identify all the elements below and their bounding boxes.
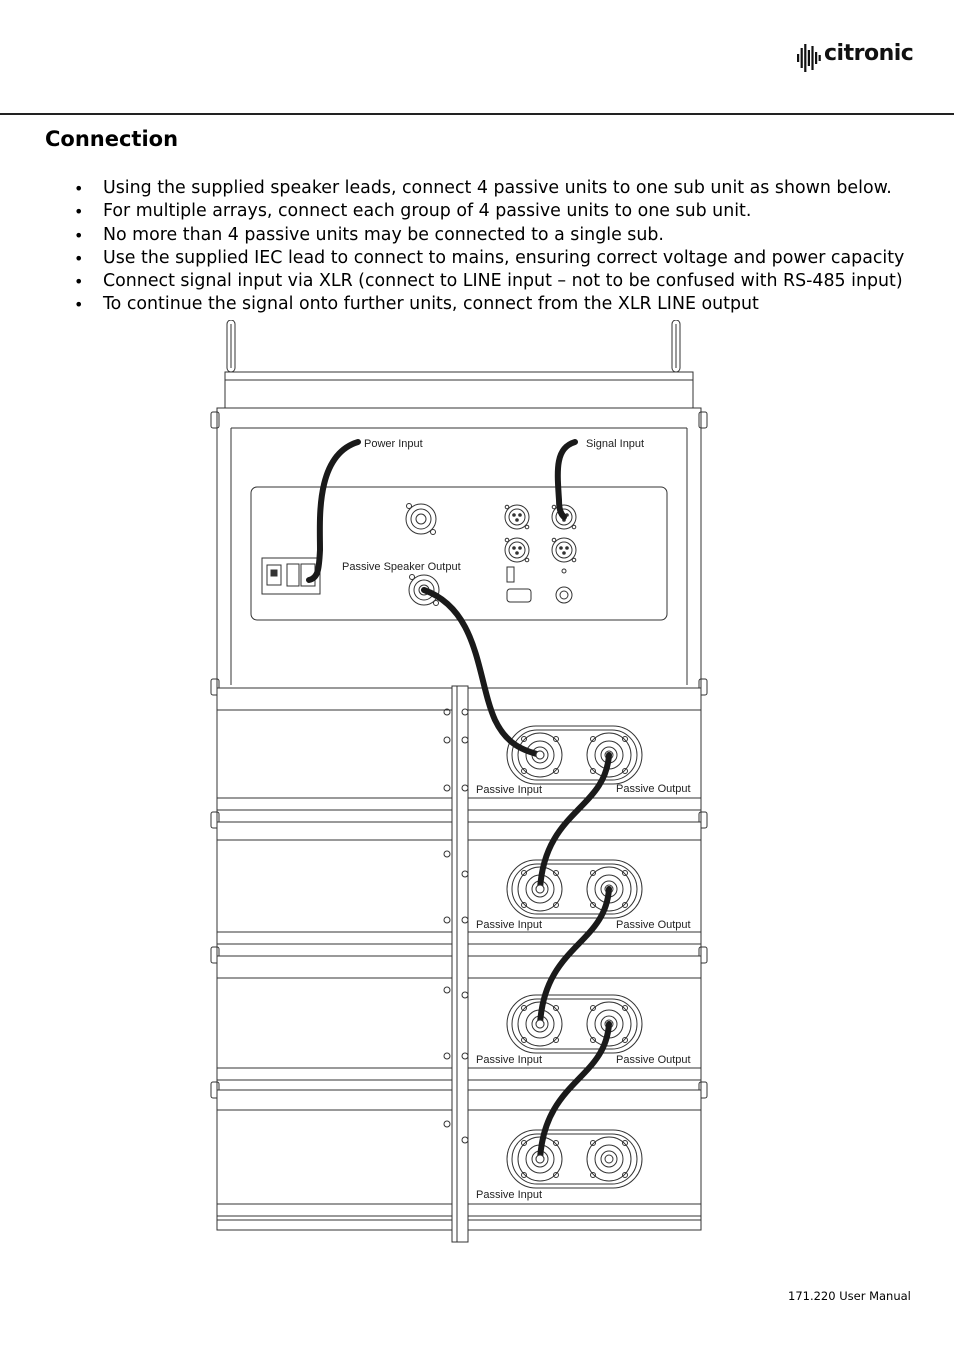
section-title: Connection <box>45 127 179 151</box>
list-item: • Using the supplied speaker leads, connect 4 passive units to one sub unit as shown below. <box>82 177 942 200</box>
passive-output-label: Passive Output <box>616 919 691 931</box>
connection-diagram <box>195 320 725 1245</box>
antenna-right <box>672 320 680 372</box>
header-rule <box>0 113 954 115</box>
passive-input-label: Passive Input <box>476 919 543 931</box>
signal-input-label: Signal Input <box>586 438 645 450</box>
list-item: • Connect signal input via XLR (connect to LINE input – not to be confused with RS-485 input) <box>82 270 942 293</box>
passive-speaker-output-label: Passive Speaker Output <box>342 561 461 573</box>
passive-output-label: Passive Output <box>616 1054 691 1066</box>
waveform-icon <box>796 42 822 72</box>
list-item: • No more than 4 passive units may be connected to a single sub. <box>82 224 942 247</box>
passive-input-label: Passive Input <box>476 1054 543 1066</box>
rear-panel <box>251 487 667 620</box>
power-input-label: Power Input <box>364 438 423 450</box>
sub-unit <box>211 372 707 695</box>
passive-input-label: Passive Input <box>476 1189 543 1201</box>
passive-output-label: Passive Output <box>616 783 691 795</box>
list-item: • To continue the signal onto further units, connect from the XLR LINE output <box>82 293 942 316</box>
antenna-left <box>227 320 235 372</box>
list-item: • Use the supplied IEC lead to connect to mains, ensuring correct voltage and power capacity <box>82 247 942 270</box>
brand-logo <box>796 42 921 72</box>
xlr-line-output <box>505 505 529 529</box>
footer-manual: 171.220 User Manual <box>788 1289 911 1303</box>
brand-name: citronic <box>824 41 914 66</box>
bullet-list <box>82 177 942 317</box>
passive-input-label: Passive Input <box>476 784 543 796</box>
list-item: • For multiple arrays, connect each group of 4 passive units to one sub unit. <box>82 200 942 223</box>
